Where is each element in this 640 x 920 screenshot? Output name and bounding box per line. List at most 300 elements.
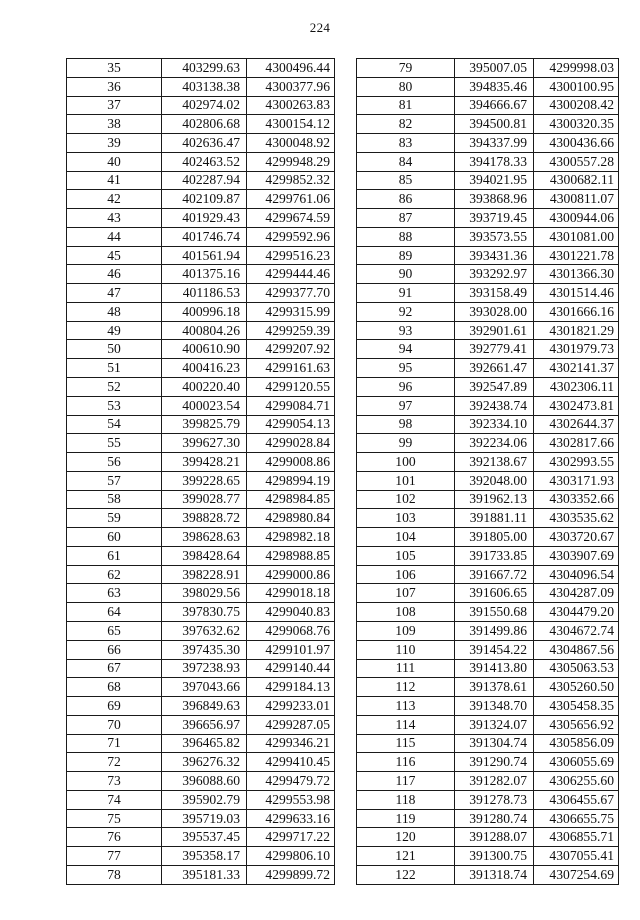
x-coordinate-cell: 401186.53 (162, 284, 247, 303)
point-number-cell: 79 (357, 59, 455, 78)
x-coordinate-cell: 392438.74 (455, 396, 534, 415)
point-number-cell: 91 (357, 284, 455, 303)
x-coordinate-cell: 397238.93 (162, 659, 247, 678)
y-coordinate-cell: 4299553.98 (247, 790, 335, 809)
x-coordinate-cell: 394666.67 (455, 96, 534, 115)
table-row (357, 509, 619, 528)
table-row (357, 659, 619, 678)
y-coordinate-cell: 4299899.72 (247, 865, 335, 884)
x-coordinate-cell: 400416.23 (162, 359, 247, 378)
table-row (67, 378, 335, 397)
point-number-cell: 57 (67, 471, 162, 490)
point-number-cell: 110 (357, 640, 455, 659)
x-coordinate-cell: 397830.75 (162, 603, 247, 622)
y-coordinate-cell: 4299674.59 (247, 209, 335, 228)
y-coordinate-cell: 4298994.19 (247, 471, 335, 490)
y-coordinate-cell: 4301666.16 (534, 302, 619, 321)
x-coordinate-cell: 394500.81 (455, 115, 534, 134)
point-number-cell: 41 (67, 171, 162, 190)
x-coordinate-cell: 399428.21 (162, 453, 247, 472)
table-row (357, 528, 619, 547)
point-number-cell: 119 (357, 809, 455, 828)
point-number-cell: 92 (357, 302, 455, 321)
table-row (357, 715, 619, 734)
y-coordinate-cell: 4302644.37 (534, 415, 619, 434)
x-coordinate-cell: 393431.36 (455, 246, 534, 265)
table-row (357, 453, 619, 472)
point-number-cell: 80 (357, 77, 455, 96)
point-number-cell: 70 (67, 715, 162, 734)
y-coordinate-cell: 4302817.66 (534, 434, 619, 453)
y-coordinate-cell: 4303907.69 (534, 546, 619, 565)
y-coordinate-cell: 4299207.92 (247, 340, 335, 359)
table-row (357, 790, 619, 809)
table-row (67, 546, 335, 565)
point-number-cell: 69 (67, 697, 162, 716)
x-coordinate-cell: 391324.07 (455, 715, 534, 734)
point-number-cell: 122 (357, 865, 455, 884)
y-coordinate-cell: 4299101.97 (247, 640, 335, 659)
point-number-cell: 116 (357, 753, 455, 772)
y-coordinate-cell: 4298984.85 (247, 490, 335, 509)
x-coordinate-cell: 396465.82 (162, 734, 247, 753)
y-coordinate-cell: 4303352.66 (534, 490, 619, 509)
y-coordinate-cell: 4305260.50 (534, 678, 619, 697)
x-coordinate-cell: 403299.63 (162, 59, 247, 78)
x-coordinate-cell: 399825.79 (162, 415, 247, 434)
y-coordinate-cell: 4299000.86 (247, 565, 335, 584)
y-coordinate-cell: 4299040.83 (247, 603, 335, 622)
x-coordinate-cell: 393292.97 (455, 265, 534, 284)
x-coordinate-cell: 391300.75 (455, 847, 534, 866)
point-number-cell: 59 (67, 509, 162, 528)
point-number-cell: 65 (67, 621, 162, 640)
point-number-cell: 97 (357, 396, 455, 415)
y-coordinate-cell: 4303535.62 (534, 509, 619, 528)
point-number-cell: 96 (357, 378, 455, 397)
x-coordinate-cell: 393868.96 (455, 190, 534, 209)
x-coordinate-cell: 400804.26 (162, 321, 247, 340)
point-number-cell: 73 (67, 772, 162, 791)
y-coordinate-cell: 4302993.55 (534, 453, 619, 472)
y-coordinate-cell: 4300811.07 (534, 190, 619, 209)
point-number-cell: 71 (67, 734, 162, 753)
table-row (357, 96, 619, 115)
x-coordinate-cell: 400996.18 (162, 302, 247, 321)
point-number-cell: 94 (357, 340, 455, 359)
table-row (357, 621, 619, 640)
x-coordinate-cell: 391962.13 (455, 490, 534, 509)
y-coordinate-cell: 4300154.12 (247, 115, 335, 134)
y-coordinate-cell: 4299761.06 (247, 190, 335, 209)
y-coordinate-cell: 4300377.96 (247, 77, 335, 96)
point-number-cell: 49 (67, 321, 162, 340)
y-coordinate-cell: 4305458.35 (534, 697, 619, 716)
table-row (357, 227, 619, 246)
x-coordinate-cell: 401929.43 (162, 209, 247, 228)
table-row (357, 265, 619, 284)
x-coordinate-cell: 392334.10 (455, 415, 534, 434)
x-coordinate-cell: 392138.67 (455, 453, 534, 472)
x-coordinate-cell: 395719.03 (162, 809, 247, 828)
x-coordinate-cell: 397632.62 (162, 621, 247, 640)
x-coordinate-cell: 395007.05 (455, 59, 534, 78)
y-coordinate-cell: 4299516.23 (247, 246, 335, 265)
point-number-cell: 42 (67, 190, 162, 209)
point-number-cell: 63 (67, 584, 162, 603)
y-coordinate-cell: 4299479.72 (247, 772, 335, 791)
y-coordinate-cell: 4299948.29 (247, 152, 335, 171)
point-number-cell: 107 (357, 584, 455, 603)
point-number-cell: 68 (67, 678, 162, 697)
table-row (357, 847, 619, 866)
table-row (357, 340, 619, 359)
y-coordinate-cell: 4302141.37 (534, 359, 619, 378)
table-row (357, 865, 619, 884)
point-number-cell: 99 (357, 434, 455, 453)
table-row (67, 753, 335, 772)
y-coordinate-cell: 4299592.96 (247, 227, 335, 246)
x-coordinate-cell: 391667.72 (455, 565, 534, 584)
point-number-cell: 74 (67, 790, 162, 809)
point-number-cell: 60 (67, 528, 162, 547)
table-row (357, 302, 619, 321)
y-coordinate-cell: 4299084.71 (247, 396, 335, 415)
point-number-cell: 106 (357, 565, 455, 584)
y-coordinate-cell: 4300496.44 (247, 59, 335, 78)
table-row (67, 284, 335, 303)
point-number-cell: 78 (67, 865, 162, 884)
point-number-cell: 93 (357, 321, 455, 340)
table-row (357, 434, 619, 453)
x-coordinate-cell: 401746.74 (162, 227, 247, 246)
point-number-cell: 67 (67, 659, 162, 678)
table-row (67, 265, 335, 284)
x-coordinate-cell: 391413.80 (455, 659, 534, 678)
table-row (357, 115, 619, 134)
table-row (67, 490, 335, 509)
x-coordinate-cell: 401561.94 (162, 246, 247, 265)
table-row (67, 246, 335, 265)
table-row (67, 584, 335, 603)
x-coordinate-cell: 402463.52 (162, 152, 247, 171)
table-row (67, 621, 335, 640)
table-row (67, 603, 335, 622)
x-coordinate-cell: 391318.74 (455, 865, 534, 884)
y-coordinate-cell: 4299028.84 (247, 434, 335, 453)
point-number-cell: 39 (67, 134, 162, 153)
x-coordinate-cell: 403138.38 (162, 77, 247, 96)
table-row (67, 434, 335, 453)
x-coordinate-cell: 394021.95 (455, 171, 534, 190)
x-coordinate-cell: 393719.45 (455, 209, 534, 228)
x-coordinate-cell: 402974.02 (162, 96, 247, 115)
x-coordinate-cell: 391805.00 (455, 528, 534, 547)
x-coordinate-cell: 397043.66 (162, 678, 247, 697)
x-coordinate-cell: 391304.74 (455, 734, 534, 753)
table-row (357, 171, 619, 190)
x-coordinate-cell: 396656.97 (162, 715, 247, 734)
table-row (357, 772, 619, 791)
x-coordinate-cell: 391881.11 (455, 509, 534, 528)
x-coordinate-cell: 392779.41 (455, 340, 534, 359)
x-coordinate-cell: 391733.85 (455, 546, 534, 565)
point-number-cell: 56 (67, 453, 162, 472)
y-coordinate-cell: 4300436.66 (534, 134, 619, 153)
x-coordinate-cell: 399228.65 (162, 471, 247, 490)
x-coordinate-cell: 391378.61 (455, 678, 534, 697)
table-row (67, 396, 335, 415)
table-row (67, 415, 335, 434)
y-coordinate-cell: 4299018.18 (247, 584, 335, 603)
point-number-cell: 44 (67, 227, 162, 246)
table-row (67, 340, 335, 359)
x-coordinate-cell: 398228.91 (162, 565, 247, 584)
point-number-cell: 114 (357, 715, 455, 734)
y-coordinate-cell: 4300208.42 (534, 96, 619, 115)
x-coordinate-cell: 396849.63 (162, 697, 247, 716)
y-coordinate-cell: 4302306.11 (534, 378, 619, 397)
y-coordinate-cell: 4299140.44 (247, 659, 335, 678)
y-coordinate-cell: 4304479.20 (534, 603, 619, 622)
table-row (67, 509, 335, 528)
point-number-cell: 48 (67, 302, 162, 321)
point-number-cell: 100 (357, 453, 455, 472)
table-row (357, 359, 619, 378)
y-coordinate-cell: 4299410.45 (247, 753, 335, 772)
point-number-cell: 51 (67, 359, 162, 378)
point-number-cell: 84 (357, 152, 455, 171)
point-number-cell: 117 (357, 772, 455, 791)
table-row (357, 697, 619, 716)
table-row (67, 171, 335, 190)
point-number-cell: 95 (357, 359, 455, 378)
table-row (67, 565, 335, 584)
point-number-cell: 47 (67, 284, 162, 303)
y-coordinate-cell: 4301081.00 (534, 227, 619, 246)
y-coordinate-cell: 4299259.39 (247, 321, 335, 340)
table-row (67, 302, 335, 321)
table-row (67, 528, 335, 547)
table-row (357, 678, 619, 697)
table-row (357, 209, 619, 228)
y-coordinate-cell: 4305856.09 (534, 734, 619, 753)
table-row (357, 471, 619, 490)
x-coordinate-cell: 392234.06 (455, 434, 534, 453)
table-row (67, 209, 335, 228)
table-row (67, 828, 335, 847)
y-coordinate-cell: 4298982.18 (247, 528, 335, 547)
point-number-cell: 89 (357, 246, 455, 265)
x-coordinate-cell: 393158.49 (455, 284, 534, 303)
y-coordinate-cell: 4305656.92 (534, 715, 619, 734)
table-row (67, 96, 335, 115)
table-row (357, 753, 619, 772)
table-row (357, 809, 619, 828)
x-coordinate-cell: 395537.45 (162, 828, 247, 847)
x-coordinate-cell: 391282.07 (455, 772, 534, 791)
y-coordinate-cell: 4298988.85 (247, 546, 335, 565)
x-coordinate-cell: 395902.79 (162, 790, 247, 809)
table-row (357, 378, 619, 397)
x-coordinate-cell: 393028.00 (455, 302, 534, 321)
point-number-cell: 54 (67, 415, 162, 434)
point-number-cell: 85 (357, 171, 455, 190)
table-row (357, 284, 619, 303)
x-coordinate-cell: 400023.54 (162, 396, 247, 415)
table-row (67, 809, 335, 828)
x-coordinate-cell: 391499.86 (455, 621, 534, 640)
point-number-cell: 112 (357, 678, 455, 697)
point-number-cell: 121 (357, 847, 455, 866)
y-coordinate-cell: 4299184.13 (247, 678, 335, 697)
x-coordinate-cell: 392547.89 (455, 378, 534, 397)
point-number-cell: 86 (357, 190, 455, 209)
table-row (67, 847, 335, 866)
point-number-cell: 58 (67, 490, 162, 509)
y-coordinate-cell: 4299287.05 (247, 715, 335, 734)
coordinates-table-right (356, 58, 619, 885)
table-row (67, 453, 335, 472)
y-coordinate-cell: 4307055.41 (534, 847, 619, 866)
x-coordinate-cell: 395181.33 (162, 865, 247, 884)
table-row (67, 59, 335, 78)
table-row (357, 246, 619, 265)
x-coordinate-cell: 391606.65 (455, 584, 534, 603)
table-row (357, 584, 619, 603)
y-coordinate-cell: 4299054.13 (247, 415, 335, 434)
point-number-cell: 50 (67, 340, 162, 359)
point-number-cell: 87 (357, 209, 455, 228)
coordinates-table-body (67, 59, 335, 885)
x-coordinate-cell: 398029.56 (162, 584, 247, 603)
y-coordinate-cell: 4298980.84 (247, 509, 335, 528)
x-coordinate-cell: 392661.47 (455, 359, 534, 378)
x-coordinate-cell: 394337.99 (455, 134, 534, 153)
page-number: 224 (309, 20, 331, 35)
coordinates-table-left (66, 58, 335, 885)
x-coordinate-cell: 391290.74 (455, 753, 534, 772)
y-coordinate-cell: 4301821.29 (534, 321, 619, 340)
point-number-cell: 72 (67, 753, 162, 772)
point-number-cell: 64 (67, 603, 162, 622)
point-number-cell: 120 (357, 828, 455, 847)
y-coordinate-cell: 4299161.63 (247, 359, 335, 378)
x-coordinate-cell: 398828.72 (162, 509, 247, 528)
x-coordinate-cell: 397435.30 (162, 640, 247, 659)
table-row (67, 659, 335, 678)
point-number-cell: 38 (67, 115, 162, 134)
table-row (67, 715, 335, 734)
table-row (67, 772, 335, 791)
table-row (357, 734, 619, 753)
table-row (67, 865, 335, 884)
x-coordinate-cell: 391288.07 (455, 828, 534, 847)
x-coordinate-cell: 398628.63 (162, 528, 247, 547)
point-number-cell: 36 (67, 77, 162, 96)
table-row (67, 359, 335, 378)
table-row (357, 490, 619, 509)
x-coordinate-cell: 399627.30 (162, 434, 247, 453)
y-coordinate-cell: 4306655.75 (534, 809, 619, 828)
x-coordinate-cell: 391550.68 (455, 603, 534, 622)
x-coordinate-cell: 402636.47 (162, 134, 247, 153)
x-coordinate-cell: 402109.87 (162, 190, 247, 209)
point-number-cell: 40 (67, 152, 162, 171)
table-row (67, 77, 335, 96)
table-row (67, 227, 335, 246)
table-row (67, 471, 335, 490)
table-row (357, 640, 619, 659)
y-coordinate-cell: 4302473.81 (534, 396, 619, 415)
point-number-cell: 101 (357, 471, 455, 490)
x-coordinate-cell: 394835.46 (455, 77, 534, 96)
table-row (67, 134, 335, 153)
point-number-cell: 43 (67, 209, 162, 228)
point-number-cell: 37 (67, 96, 162, 115)
y-coordinate-cell: 4300048.92 (247, 134, 335, 153)
table-row (67, 734, 335, 753)
point-number-cell: 83 (357, 134, 455, 153)
y-coordinate-cell: 4299068.76 (247, 621, 335, 640)
point-number-cell: 75 (67, 809, 162, 828)
x-coordinate-cell: 392048.00 (455, 471, 534, 490)
point-number-cell: 111 (357, 659, 455, 678)
x-coordinate-cell: 396088.60 (162, 772, 247, 791)
y-coordinate-cell: 4299717.22 (247, 828, 335, 847)
y-coordinate-cell: 4301366.30 (534, 265, 619, 284)
y-coordinate-cell: 4299852.32 (247, 171, 335, 190)
point-number-cell: 104 (357, 528, 455, 547)
table-row (67, 697, 335, 716)
table-row (357, 152, 619, 171)
point-number-cell: 113 (357, 697, 455, 716)
table-row (357, 415, 619, 434)
table-row (67, 678, 335, 697)
point-number-cell: 90 (357, 265, 455, 284)
x-coordinate-cell: 391454.22 (455, 640, 534, 659)
y-coordinate-cell: 4299998.03 (534, 59, 619, 78)
x-coordinate-cell: 395358.17 (162, 847, 247, 866)
y-coordinate-cell: 4301221.78 (534, 246, 619, 265)
y-coordinate-cell: 4299008.86 (247, 453, 335, 472)
point-number-cell: 77 (67, 847, 162, 866)
y-coordinate-cell: 4300263.83 (247, 96, 335, 115)
table-row (357, 321, 619, 340)
point-number-cell: 98 (357, 415, 455, 434)
y-coordinate-cell: 4306455.67 (534, 790, 619, 809)
y-coordinate-cell: 4304287.09 (534, 584, 619, 603)
y-coordinate-cell: 4300682.11 (534, 171, 619, 190)
x-coordinate-cell: 393573.55 (455, 227, 534, 246)
point-number-cell: 109 (357, 621, 455, 640)
table-row (357, 565, 619, 584)
y-coordinate-cell: 4306855.71 (534, 828, 619, 847)
table-row (67, 152, 335, 171)
point-number-cell: 115 (357, 734, 455, 753)
y-coordinate-cell: 4304867.56 (534, 640, 619, 659)
y-coordinate-cell: 4303171.93 (534, 471, 619, 490)
point-number-cell: 61 (67, 546, 162, 565)
point-number-cell: 52 (67, 378, 162, 397)
point-number-cell: 118 (357, 790, 455, 809)
point-number-cell: 35 (67, 59, 162, 78)
table-row (357, 190, 619, 209)
point-number-cell: 108 (357, 603, 455, 622)
x-coordinate-cell: 391280.74 (455, 809, 534, 828)
table-row (67, 790, 335, 809)
y-coordinate-cell: 4299377.70 (247, 284, 335, 303)
